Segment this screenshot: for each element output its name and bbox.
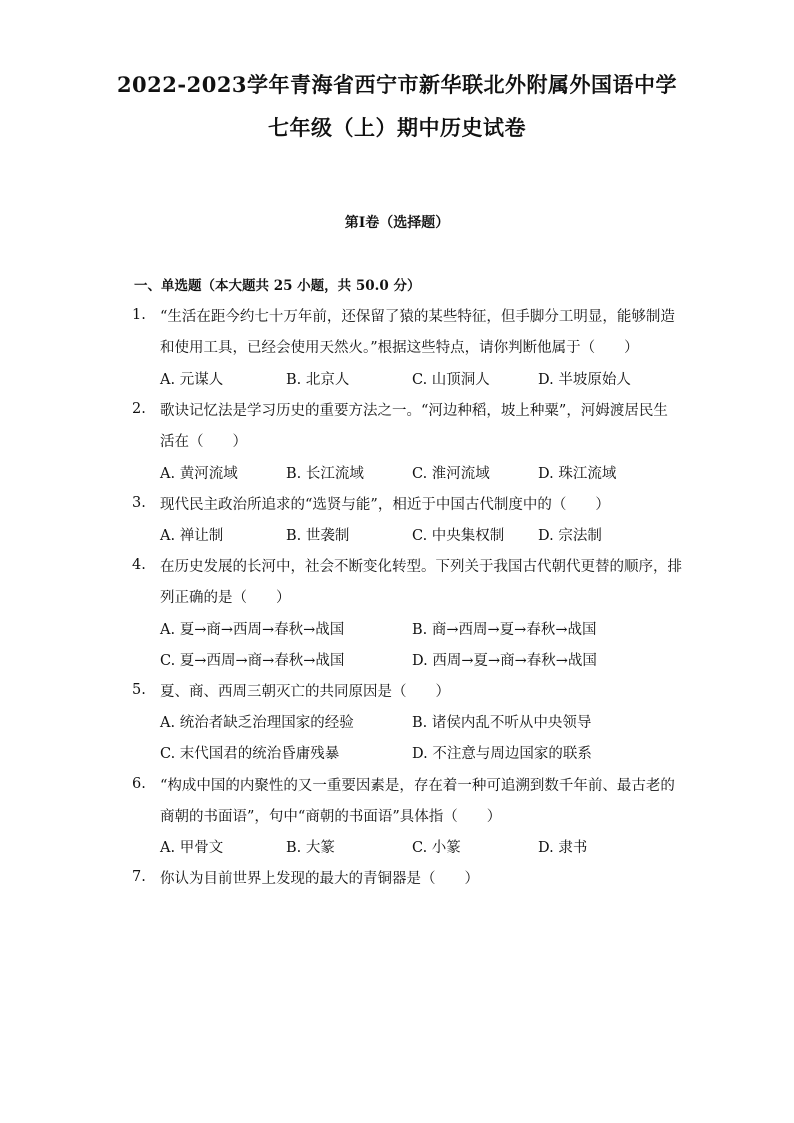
section-heading: 一、单选题（本大题共 25 小题，共 50.0 分） bbox=[134, 278, 421, 294]
question-1-text-line-2: 和使用工具，已经会使用天然火。”根据这些特点，请你判断他属于（ ） bbox=[160, 340, 639, 356]
question-4-option-c[interactable]: C. 夏→西周→商→春秋→战国 bbox=[160, 653, 345, 669]
exam-title-line-1: 2022-2023学年青海省西宁市新华联北外附属外国语中学 bbox=[116, 72, 678, 97]
question-7-text-line-1: 你认为目前世界上发现的最大的青铜器是（ ） bbox=[160, 871, 479, 887]
question-6-text-line-2: 商朝的书面语”，句中“商朝的书面语”具体指（ ） bbox=[160, 809, 502, 825]
question-2-option-b[interactable]: B. 长江流域 bbox=[286, 466, 364, 482]
question-2-option-d[interactable]: D. 珠江流域 bbox=[538, 466, 617, 482]
question-2-text-line-2: 活在（ ） bbox=[160, 434, 247, 450]
question-4-option-b[interactable]: B. 商→西周→夏→春秋→战国 bbox=[412, 622, 597, 638]
question-6-option-b[interactable]: B. 大篆 bbox=[286, 840, 335, 856]
question-2-option-a[interactable]: A. 黄河流域 bbox=[160, 466, 238, 482]
question-1-option-d[interactable]: D. 半坡原始人 bbox=[538, 372, 631, 388]
question-5-option-a[interactable]: A. 统治者缺乏治理国家的经验 bbox=[160, 715, 354, 731]
question-7-number: 7. bbox=[132, 869, 146, 885]
question-1-number: 1. bbox=[132, 307, 146, 323]
question-2-number: 2. bbox=[132, 401, 146, 417]
question-4-option-a[interactable]: A. 夏→商→西周→春秋→战国 bbox=[160, 622, 345, 638]
question-5-number: 5. bbox=[132, 682, 146, 698]
question-5-option-c[interactable]: C. 末代国君的统治昏庸残暴 bbox=[160, 746, 340, 762]
question-6-text-line-1: “构成中国的内聚性的又一重要因素是，存在着一种可追溯到数千年前、最古老的 bbox=[160, 778, 675, 794]
question-3-option-c[interactable]: C. 中央集权制 bbox=[412, 528, 505, 544]
exam-title-line-2: 七年级（上）期中历史试卷 bbox=[268, 115, 526, 140]
question-1-text-line-1: “生活在距今约七十万年前，还保留了猿的某些特征，但手脚分工明显，能够制造 bbox=[160, 309, 675, 325]
question-3-number: 3. bbox=[132, 495, 146, 511]
question-5-option-d[interactable]: D. 不注意与周边国家的联系 bbox=[412, 746, 592, 762]
question-6-number: 6. bbox=[132, 776, 146, 792]
question-4-number: 4. bbox=[132, 557, 146, 573]
question-4-option-d[interactable]: D. 西周→夏→商→春秋→战国 bbox=[412, 653, 597, 669]
question-4-text-line-2: 列正确的是（ ） bbox=[160, 590, 291, 606]
question-6-option-c[interactable]: C. 小篆 bbox=[412, 840, 461, 856]
question-6-option-a[interactable]: A. 甲骨文 bbox=[160, 840, 224, 856]
question-3-option-a[interactable]: A. 禅让制 bbox=[160, 528, 224, 544]
question-1-option-b[interactable]: B. 北京人 bbox=[286, 372, 350, 388]
question-5-text-line-1: 夏、商、西周三朝灭亡的共同原因是（ ） bbox=[160, 684, 450, 700]
question-2-text-line-1: 歌诀记忆法是学习历史的重要方法之一。“河边种稻，坡上种粟”，河姆渡居民生 bbox=[160, 403, 668, 419]
question-4-text-line-1: 在历史发展的长河中，社会不断变化转型。下列关于我国古代朝代更替的顺序，排 bbox=[160, 559, 682, 575]
question-3-option-b[interactable]: B. 世袭制 bbox=[286, 528, 350, 544]
volume-heading: 第I卷（选择题） bbox=[344, 215, 450, 231]
question-2-option-c[interactable]: C. 淮河流域 bbox=[412, 466, 490, 482]
question-1-option-a[interactable]: A. 元谋人 bbox=[160, 372, 224, 388]
question-1-option-c[interactable]: C. 山顶洞人 bbox=[412, 372, 490, 388]
question-3-text-line-1: 现代民主政治所追求的“选贤与能”，相近于中国古代制度中的（ ） bbox=[160, 497, 610, 513]
question-3-option-d[interactable]: D. 宗法制 bbox=[538, 528, 602, 544]
question-6-option-d[interactable]: D. 隶书 bbox=[538, 840, 588, 856]
question-5-option-b[interactable]: B. 诸侯内乱不听从中央领导 bbox=[412, 715, 592, 731]
